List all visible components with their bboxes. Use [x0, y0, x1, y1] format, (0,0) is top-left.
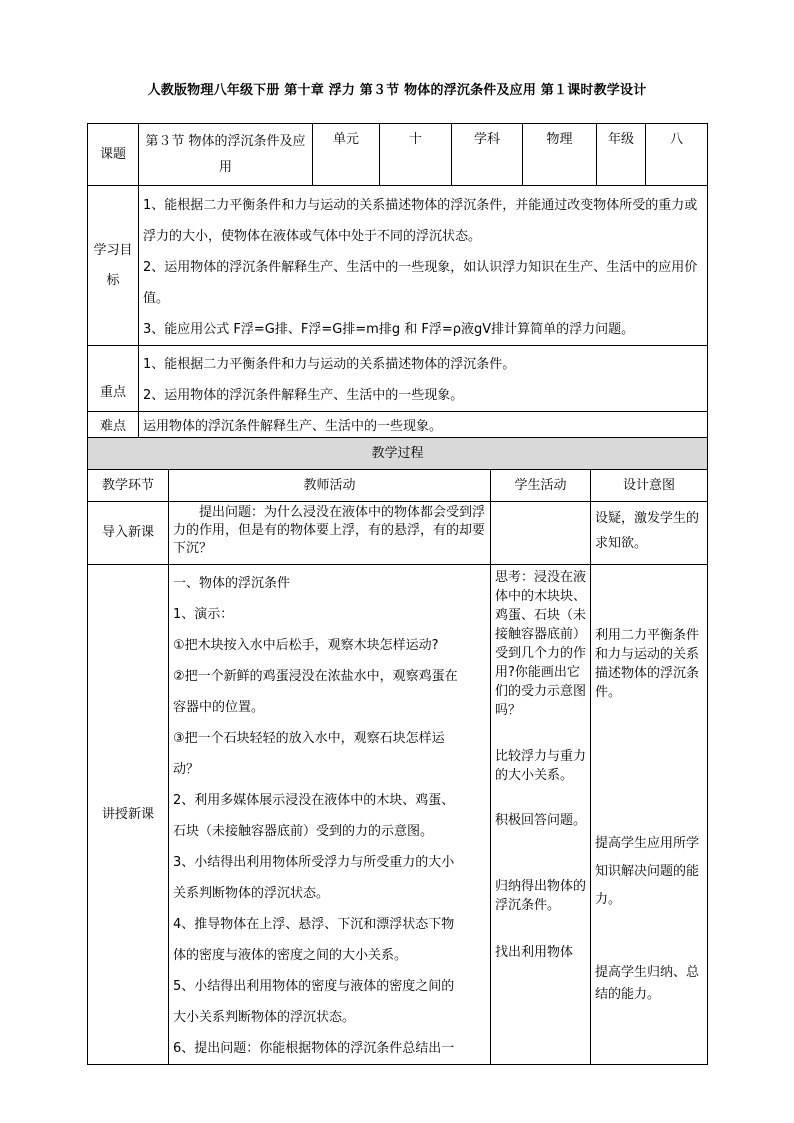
grade-value: 八 — [646, 124, 708, 186]
topic-value: 第３节 物体的浮沉条件及应用 — [139, 124, 313, 186]
objective-item: 2、运用物体的浮沉条件解释生产、生活中的一些现象，如认识浮力知识在生产、生活中的应用价值。 — [143, 260, 698, 306]
lecture-student-activity — [491, 565, 591, 1065]
subject-value: 物理 — [523, 124, 597, 186]
stage-intro: 导入新课 — [88, 502, 169, 565]
label-objectives: 学习目标 — [88, 186, 139, 346]
teacher-line: 2、利用多媒体展示浸没在液体中的木块、鸡蛋、 — [173, 793, 455, 808]
stage-lecture: 讲授新课 — [88, 565, 169, 1065]
label-difficulty: 难点 — [88, 412, 139, 442]
difficulty-content: 运用物体的浮沉条件解释生产、生活中的一些现象。 — [139, 412, 708, 442]
intro-design-intent: 设疑，激发学生的求知欲。 — [591, 502, 708, 565]
key-point-item: 1、能根据二力平衡条件和力与运动的关系描述物体的浮沉条件。 — [143, 357, 516, 372]
teacher-line: 石块（未接触容器底前）受到的力的示意图。 — [173, 824, 434, 839]
intro-teacher-activity: 提出问题：为什么浸没在液体中的物体都会受到浮力的作用，但是有的物体要上浮，有的悬浮，有的却要下沉？ — [169, 502, 491, 565]
lecture-design-intent — [591, 565, 708, 1065]
teacher-line: 3、小结得出利用物体所受浮力与所受重力的大小 — [173, 855, 455, 870]
lesson-info-table — [87, 123, 708, 442]
student-block: 思考：浸没在液体中的木块块、鸡蛋、石块（未接触容器底前）受到几个力的作用?你能画出它们的受力示意图吗？ — [495, 570, 587, 718]
intro-student-activity — [491, 502, 591, 565]
teacher-line: 关系判断物体的浮沉状态。 — [173, 886, 330, 901]
teacher-line: ①把木块按入水中后松手，观察木块怎样运动? — [173, 638, 439, 653]
header-intent: 设计意图 — [591, 470, 708, 502]
teacher-line: 1、演示： — [173, 607, 234, 622]
teacher-line: 体的密度与液体的密度之间的大小关系。 — [173, 948, 408, 963]
label-unit: 单元 — [313, 124, 380, 186]
teaching-process-table — [87, 437, 708, 1065]
intent-block: 利用二力平衡条件和力与运动的关系描述物体的浮沉条件。 — [595, 628, 700, 700]
key-point-item: 2、运用物体的浮沉条件解释生产、生活中的一些现象。 — [143, 388, 464, 403]
student-block: 归纳得出物体的浮沉条件。 — [495, 879, 587, 913]
objective-item: 3、能应用公式 F浮=G排、F浮=G排=m排g 和 F浮=ρ液gV排计算简单的浮力问题。 — [143, 322, 635, 337]
teacher-line: 动？ — [173, 762, 200, 777]
label-grade: 年级 — [597, 124, 646, 186]
teacher-line: 一、物体的浮沉条件 — [173, 576, 291, 591]
teacher-line: ③把一个石块轻轻的放入水中，观察石块怎样运 — [173, 731, 445, 746]
label-topic: 课题 — [88, 124, 139, 186]
key-points-content — [139, 346, 708, 412]
student-block: 积极回答问题。 — [495, 813, 587, 828]
teacher-line: 6、提出问题：你能根据物体的浮沉条件总结出一 — [173, 1041, 455, 1056]
process-title: 教学过程 — [88, 438, 708, 470]
header-teacher: 教师活动 — [169, 470, 491, 502]
teacher-line: 5、小结得出利用物体的密度与液体的密度之间的 — [173, 979, 455, 994]
lecture-teacher-activity — [169, 565, 491, 1065]
label-key-points: 重点 — [88, 346, 139, 412]
document-title: 人教版物理八年级下册 第十章 浮力 第３节 物体的浮沉条件及应用 第１课时教学设计 — [147, 83, 647, 98]
objective-item: 1、能根据二力平衡条件和力与运动的关系描述物体的浮沉条件，并能通过改变物体所受的重力或浮力的大小，使物体在液体或气体中处于不同的浮沉状态。 — [143, 198, 698, 244]
label-subject: 学科 — [452, 124, 523, 186]
teacher-line: 4、推导物体在上浮、悬浮、下沉和漂浮状态下物 — [173, 917, 455, 932]
intent-block: 提高学生归纳、总结的能力。 — [595, 965, 700, 1002]
student-block: 比较浮力与重力的大小关系。 — [495, 749, 587, 783]
unit-value: 十 — [380, 124, 452, 186]
objectives-content — [139, 186, 708, 346]
header-student: 学生活动 — [491, 470, 591, 502]
teacher-line: ②把一个新鲜的鸡蛋浸没在浓盐水中，观察鸡蛋在 — [173, 669, 458, 684]
teacher-line: 容器中的位置。 — [173, 700, 265, 715]
intent-block: 提高学生应用所学知识解决问题的能力。 — [595, 836, 700, 907]
header-stage: 教学环节 — [88, 470, 169, 502]
teacher-line: 大小关系判断物体的浮沉状态。 — [173, 1010, 356, 1025]
student-block: 找出利用物体 — [495, 945, 574, 960]
